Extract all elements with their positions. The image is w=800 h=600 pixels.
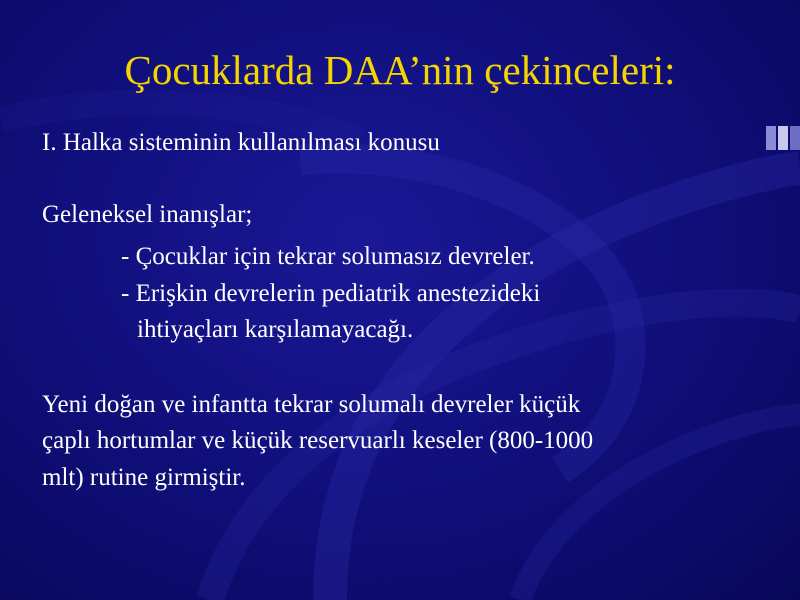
corner-decoration-icon <box>766 126 800 150</box>
paragraph-line: Yeni doğan ve infantta tekrar solumalı devreler küçük <box>42 391 581 418</box>
bullet-item: - Çocuklar için tekrar solumasız devreler. <box>121 243 535 270</box>
paragraph-line: çaplı hortumlar ve küçük reservuarlı keseler (800-1000 <box>42 427 594 454</box>
traditional-beliefs-label: Geleneksel inanışlar; <box>42 201 253 228</box>
section-heading: I. Halka sisteminin kullanılması konusu <box>42 129 440 156</box>
slide-title: Çocuklarda DAA’nin çekinceleri: <box>124 47 676 93</box>
paragraph-line: mlt) rutine girmiştir. <box>42 464 246 491</box>
bullet-item: - Erişkin devrelerin pediatrik anestezideki <box>121 280 541 307</box>
bullet-item-continuation: ihtiyaçları karşılamayacağı. <box>137 316 414 343</box>
